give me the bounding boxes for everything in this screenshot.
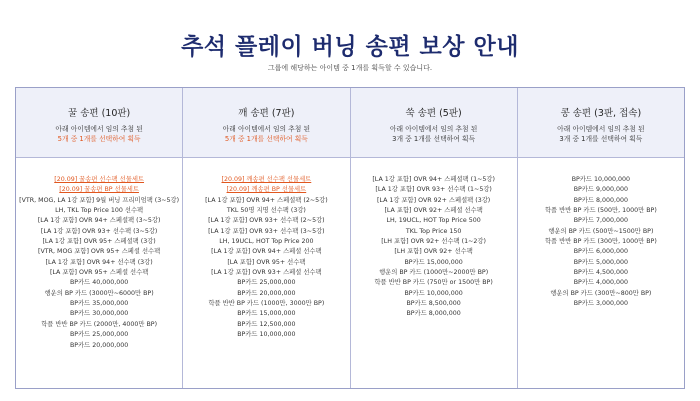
reward-item: BP카드 10,000,000 bbox=[571, 176, 631, 183]
reward-item: [LA 1강 포함] OVR 92+ 스페셜팩 (3강) bbox=[376, 196, 491, 204]
reward-item: [LA 1강 포함] OVR 94+ 선수팩 (3강) bbox=[45, 258, 153, 266]
column-header bbox=[16, 88, 182, 158]
column-name: 쑥 송편 (5판) bbox=[405, 108, 462, 119]
column-name: 깨 송편 (7판) bbox=[238, 108, 295, 119]
reward-item: BP카드 6,000,000 bbox=[573, 248, 629, 256]
column-desc: 아래 아이템에서 임의 추첨 된 bbox=[557, 125, 645, 133]
reward-item: [LA 1강 포함] OVR 94+ 스페셜팩 (3~5강) bbox=[37, 217, 161, 225]
reward-item: 학플 반반 BP 카드 (300만, 1000만 BP) bbox=[544, 238, 657, 246]
reward-item: BP카드 10,000,000 bbox=[237, 331, 296, 339]
reward-item: BP카드 9,000,000 bbox=[573, 186, 629, 194]
reward-item: [20.09] 깨송편 BP 선물세트 bbox=[226, 186, 307, 194]
column-items bbox=[351, 158, 517, 388]
reward-item: [LA 1강 포함] OVR 93+ 선수팩 (3~5강) bbox=[208, 227, 325, 235]
reward-item: BP카드 4,000,000 bbox=[573, 279, 629, 287]
reward-item: 행운의 BP 카드 (1000만~2000만 BP) bbox=[379, 269, 489, 277]
reward-item: TKL Top Price 150 bbox=[405, 227, 462, 235]
reward-item: [LH 포함] OVR 92+ 선수팩 bbox=[394, 248, 473, 256]
reward-item: [LA 1강 포함] OVR 93+ 스페셜 선수팩 bbox=[211, 269, 322, 277]
reward-item: TKL 50명 지명 선수팩 (3강) bbox=[226, 207, 306, 215]
reward-item: [LA 1강 포함] OVR 95+ 스페셜팩 (3강) bbox=[42, 238, 156, 246]
reward-item: [LA 포함] OVR 92+ 스페셜 선수팩 bbox=[384, 207, 483, 215]
reward-item: BP카드 25,000,000 bbox=[237, 279, 296, 287]
column-pick: 3개 중 1개를 선택하여 획득 bbox=[392, 135, 476, 143]
reward-item: [LA 포함] OVR 95+ 선수팩 bbox=[227, 258, 306, 266]
column-bean bbox=[518, 88, 684, 388]
reward-item: BP카드 8,000,000 bbox=[406, 310, 461, 318]
reward-item: BP카드 3,000,000 bbox=[573, 300, 629, 308]
reward-item: [LA 포함] OVR 95+ 스페셜 선수팩 bbox=[49, 269, 149, 277]
reward-item: 행운의 BP 카드 (500만~1500만 BP) bbox=[548, 227, 654, 235]
page-title: 추석 플레이 버닝 송편 보상 안내 bbox=[181, 34, 519, 60]
column-name: 콩 송편 (3판, 접속) bbox=[560, 108, 642, 119]
column-items bbox=[183, 158, 349, 388]
column-header bbox=[518, 88, 684, 158]
reward-item: BP카드 8,000,000 bbox=[573, 196, 629, 204]
column-header bbox=[351, 88, 517, 158]
reward-item: LH, 19UCL, HOT Top Price 500 bbox=[386, 217, 481, 225]
reward-item: BP카드 5,000,000 bbox=[573, 258, 629, 266]
page-subtitle: 그룹에 해당하는 아이템 중 1개를 획득할 수 있습니다. bbox=[267, 64, 433, 72]
reward-item: BP카드 4,500,000 bbox=[573, 269, 629, 277]
column-header bbox=[183, 88, 349, 158]
reward-item: BP카드 25,000,000 bbox=[69, 331, 129, 339]
reward-item: [LA 1강 포함] OVR 93+ 선수팩 (2~5강) bbox=[208, 217, 325, 225]
reward-item: BP카드 20,000,000 bbox=[237, 289, 296, 297]
column-items bbox=[16, 158, 182, 388]
column-pick: 3개 중 1개를 선택하여 획득 bbox=[559, 135, 643, 143]
reward-item: BP카드 20,000,000 bbox=[69, 341, 129, 349]
reward-item: BP카드 8,500,000 bbox=[406, 300, 461, 308]
reward-item: [VTR, MOG, LA 1강 포함] 9월 버닝 프리미엄팩 (3~5강) bbox=[19, 196, 180, 204]
column-honey bbox=[16, 88, 183, 388]
column-name: 꿀 송편 (10판) bbox=[68, 108, 131, 119]
reward-item: [LA 1강 포함] OVR 93+ 선수팩 (1~5강) bbox=[375, 186, 492, 194]
reward-item: [LA 1강 포함] OVR 94+ 스페셜 선수팩 bbox=[211, 248, 322, 256]
reward-item: 행운의 BP 카드 (300만~800만 BP) bbox=[550, 289, 652, 297]
reward-item: [20.09] 깨송편 선수팩 선물세트 bbox=[221, 176, 312, 183]
reward-item: 학플 반반 BP 카드 (750만 or 1500만 BP) bbox=[374, 279, 493, 287]
reward-item: LH, 19UCL, HOT Top Price 200 bbox=[219, 238, 314, 246]
column-items bbox=[518, 158, 684, 388]
reward-item: 학플 반반 BP 카드 (2000만, 4000만 BP) bbox=[41, 320, 158, 328]
reward-item: [LA 1강 포함] OVR 94+ 스페셜팩 (2~5강) bbox=[205, 196, 328, 204]
reward-item: BP카드 12,500,000 bbox=[237, 320, 296, 328]
reward-item: [LH 포함] OVR 92+ 선수팩 (1~2강) bbox=[381, 238, 486, 246]
reward-item: 행운의 BP 카드 (3000만~6000만 BP) bbox=[44, 289, 154, 297]
reward-item: 학플 반반 BP 카드 (500만, 1000만 BP) bbox=[544, 207, 657, 215]
reward-item: BP카드 30,000,000 bbox=[69, 310, 129, 318]
reward-item: [LA 1강 포함] OVR 94+ 스페셜팩 (1~5강) bbox=[372, 176, 495, 183]
reward-item: BP카드 40,000,000 bbox=[69, 279, 129, 287]
reward-item: [VTR, MOG 포함] OVR 95+ 스페셜 선수팩 bbox=[38, 248, 161, 256]
reward-item: BP카드 15,000,000 bbox=[404, 258, 463, 266]
reward-table bbox=[15, 87, 685, 389]
reward-item: BP카드 35,000,000 bbox=[69, 300, 129, 308]
reward-item: 학플 반반 BP 카드 (1000만, 3000만 BP) bbox=[208, 300, 325, 308]
reward-item: BP카드 15,000,000 bbox=[237, 310, 296, 318]
column-desc: 아래 아이템에서 임의 추첨 된 bbox=[222, 125, 311, 133]
reward-item: [20.09] 꿀송편 선수팩 선물세트 bbox=[54, 176, 145, 183]
reward-item: [20.09] 꿀송편 BP 선물세트 bbox=[59, 186, 139, 194]
column-desc: 아래 아이템에서 임의 추첨 된 bbox=[55, 125, 143, 133]
column-mugwort bbox=[351, 88, 518, 388]
column-pick: 5개 중 1개를 선택하여 획득 bbox=[224, 135, 308, 143]
reward-item: BP카드 7,000,000 bbox=[573, 217, 629, 225]
column-desc: 아래 아이템에서 임의 추첨 된 bbox=[389, 125, 478, 133]
reward-item: LH, TKL Top Price 100 선수팩 bbox=[55, 207, 144, 215]
reward-item: [LA 1강 포함] OVR 93+ 선수팩 (3~5강) bbox=[40, 227, 158, 235]
reward-item: BP카드 10,000,000 bbox=[404, 289, 463, 297]
column-sesame bbox=[183, 88, 350, 388]
column-pick: 5개 중 1개를 선택하여 획득 bbox=[57, 135, 141, 143]
